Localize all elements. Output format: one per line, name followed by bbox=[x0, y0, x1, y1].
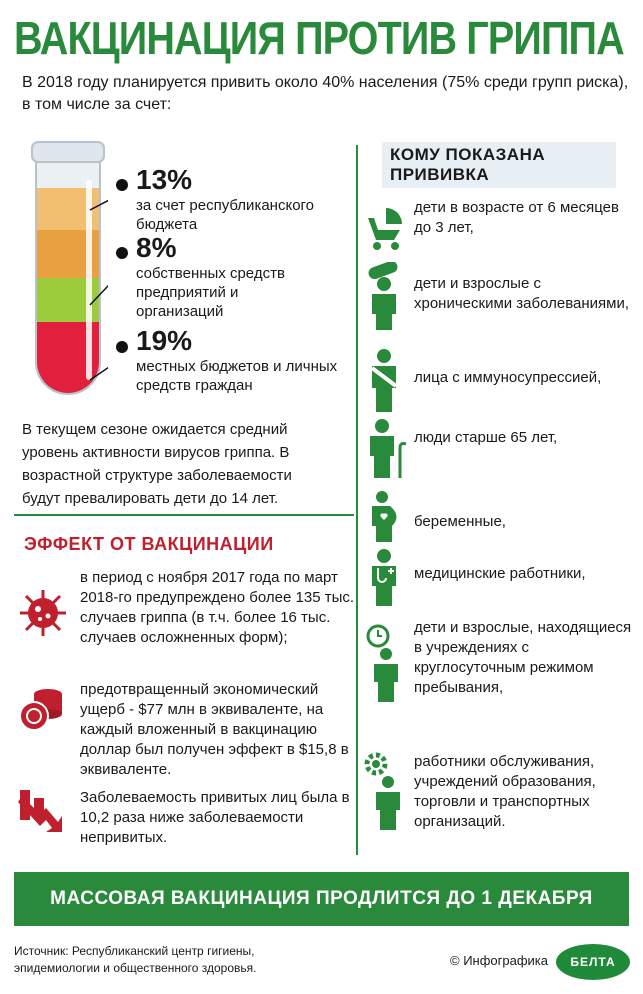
stat-local bbox=[136, 325, 346, 395]
group-item: работники обслуживания, учреждений образования, торговли и транспортных организаций. bbox=[414, 753, 596, 830]
effect-item: в период с ноября 2017 года по март 2018-го предупреждено более 135 тыс. случаев гриппа (в т.ч. более 16 тыс. случаев осложненных форм); bbox=[80, 569, 355, 646]
worker-gear-icon bbox=[364, 752, 404, 832]
stat-percent: 13% bbox=[136, 164, 193, 195]
divider bbox=[14, 514, 354, 516]
person-sling-icon bbox=[364, 348, 404, 414]
who-heading: КОМУ ПОКАЗАНА ПРИВИВКА bbox=[382, 142, 616, 188]
belta-logo: БЕЛТА bbox=[556, 944, 630, 980]
group-item: беременные, bbox=[414, 513, 506, 530]
effect-heading: ЭФФЕКТ ОТ ВАКЦИНАЦИИ bbox=[24, 534, 274, 554]
season-text: В текущем сезоне ожидается средний уровень активности вирусов гриппа. В возрастной структуре заболеваемости будут превалировать дети до 14 лет. bbox=[22, 421, 292, 507]
page-title: ВАКЦИНАЦИЯ ПРОТИВ ГРИППА bbox=[14, 12, 624, 64]
stat-dot bbox=[116, 179, 128, 191]
group-item: дети и взрослые с хроническими заболеваниями, bbox=[414, 275, 630, 312]
test-tube-icon bbox=[28, 140, 108, 402]
banner: МАССОВАЯ ВАКЦИНАЦИЯ ПРОДЛИТСЯ ДО 1 ДЕКАБРЯ bbox=[14, 872, 629, 926]
source-note: Источник: Республиканский центр гигиены, эпидемиологии и общественного здоровья. bbox=[14, 944, 257, 975]
stroller-icon bbox=[364, 204, 404, 252]
group-item: медицинские работники, bbox=[414, 565, 586, 582]
stat-description: собственных средств предприятий и организаций bbox=[136, 265, 285, 320]
stat-description: за счет республиканского бюджета bbox=[136, 197, 315, 233]
decline-chart-icon bbox=[18, 788, 64, 834]
divider bbox=[356, 145, 358, 855]
group-item: дети в возрасте от 6 месяцев до 3 лет, bbox=[414, 199, 619, 236]
stat-percent: 8% bbox=[136, 232, 177, 263]
group-item: дети и взрослые, находящиеся в учреждениях с круглосуточным режимом пребывания, bbox=[414, 619, 632, 696]
stat-enterprises bbox=[136, 232, 316, 321]
clock-person-icon bbox=[364, 624, 404, 704]
virus-icon bbox=[18, 588, 68, 638]
effect-item: предотвращенный экономический ущерб - $77 млн в эквиваленте, на каждый вложенный в вакцинацию доллар был получен эффект в $15,8 в эквиваленте. bbox=[80, 681, 349, 778]
intro-text: В 2018 году планируется привить около 40% населения (75% среди групп риска), в том числе за счет: bbox=[22, 74, 629, 113]
credit: © Инфографика bbox=[450, 953, 549, 968]
pregnant-woman-icon bbox=[364, 490, 404, 544]
coins-icon bbox=[18, 686, 70, 732]
stat-republic bbox=[136, 164, 346, 234]
stat-dot bbox=[116, 341, 128, 353]
group-item: люди старше 65 лет, bbox=[414, 429, 558, 446]
stat-percent: 19% bbox=[136, 325, 193, 356]
elderly-person-icon bbox=[364, 418, 408, 480]
person-pills-icon bbox=[364, 262, 408, 332]
stat-dot bbox=[116, 247, 128, 259]
group-item: лица с иммуносупрессией, bbox=[414, 369, 602, 386]
stat-description: местных бюджетов и личных средств граждан bbox=[136, 358, 338, 394]
effect-item: Заболеваемость привитых лиц была в 10,2 раза ниже заболеваемости непривитых. bbox=[80, 789, 350, 846]
doctor-icon bbox=[364, 548, 404, 608]
